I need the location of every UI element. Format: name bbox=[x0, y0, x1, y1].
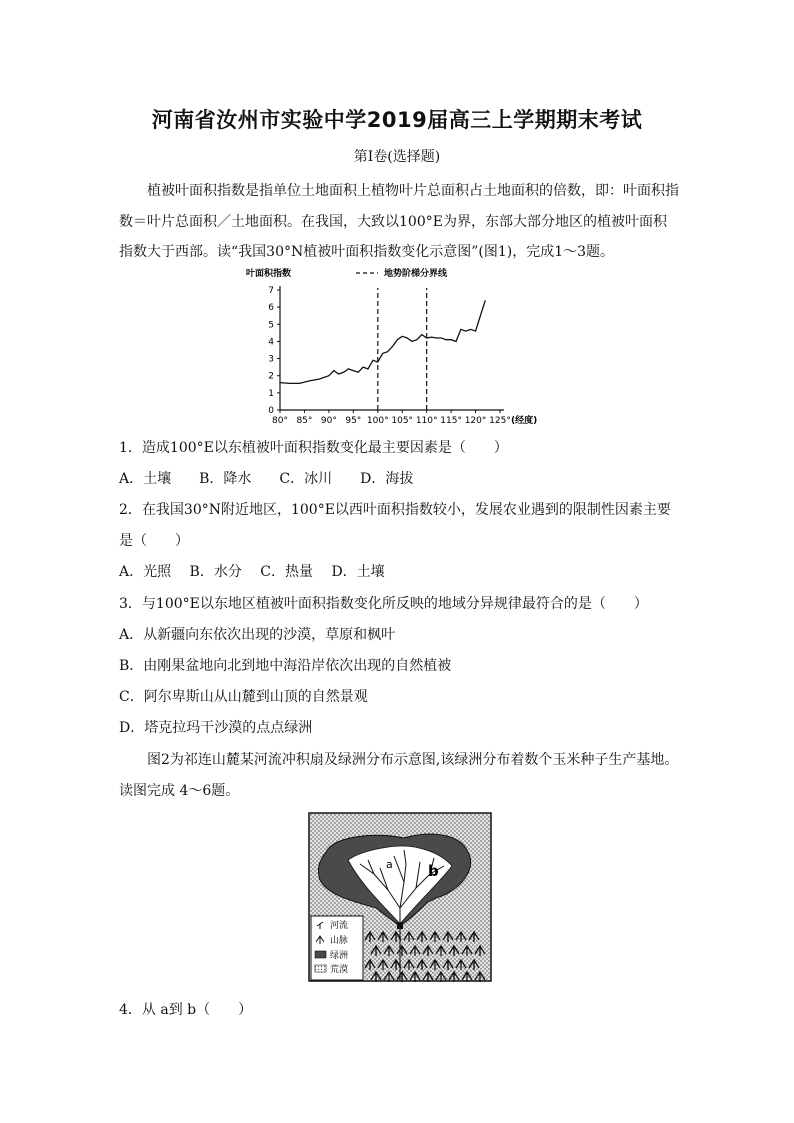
y-tick-label: 5 bbox=[268, 320, 274, 331]
fan-apex-marker bbox=[397, 922, 403, 929]
intro-text-line-3: 指数大于西部。读“我国30°N植被叶面积指数变化示意图”(图1)，完成1～3题。 bbox=[119, 244, 615, 260]
intro-text-line-1: 植被叶面积指数是指单位土地面积上植物叶片总面积占土地面积的倍数，即：叶面积指 bbox=[147, 183, 679, 199]
intro-text-line-2: 数＝叶片总面积／土地面积。在我国，大致以100°E为界，东部大部分地区的植被叶面积 bbox=[119, 214, 667, 230]
question-1-stem: 1．造成100°E以东植被叶面积指数变化最主要因素是（ ） bbox=[119, 440, 508, 456]
question-2-stem-line-2: 是（ ） bbox=[119, 533, 189, 549]
x-tick-label: 85° bbox=[296, 416, 313, 426]
section-title: 第Ⅰ卷(选择题) bbox=[353, 149, 441, 165]
legend-oasis-label: 绿洲 bbox=[330, 951, 349, 961]
legend-mountain-label: 山脉 bbox=[330, 936, 349, 946]
alluvial-fan-svg bbox=[308, 812, 492, 982]
oasis-swatch bbox=[315, 951, 326, 958]
question-1-options: A．土壤 B．降水 C．冰川 D．海拔 bbox=[119, 471, 414, 487]
figure-2-map bbox=[308, 812, 492, 982]
series-line bbox=[280, 300, 485, 383]
y-tick-label: 7 bbox=[268, 286, 274, 296]
question-3-option-b: B．由刚果盆地向北到地中海沿岸依次出现的自然植被 bbox=[119, 658, 452, 674]
question-3-stem: 3．与100°E以东地区植被叶面积指数变化所反映的地域分异规律最符合的是（ ） bbox=[119, 596, 648, 612]
x-axis-label: (经度) bbox=[511, 416, 538, 426]
y-tick-label: 0 bbox=[268, 406, 274, 416]
x-tick-label: 105° bbox=[391, 416, 414, 426]
question-3-option-a: A．从新疆向东依次出现的沙漠，草原和枫叶 bbox=[119, 627, 396, 643]
point-b-label: b bbox=[428, 862, 439, 880]
point-a-label: a bbox=[386, 858, 393, 871]
intro-2-line-1: 图2为祁连山麓某河流冲积扇及绿洲分布示意图,该绿洲分布着数个玉米种子生产基地。 bbox=[147, 752, 679, 768]
x-tick-label: 90° bbox=[320, 416, 337, 426]
x-tick-label: 120° bbox=[464, 416, 487, 426]
lai-chart-svg bbox=[244, 264, 564, 432]
question-2-options: A．光照 B．水分 C．热量 D．土壤 bbox=[119, 564, 385, 580]
legend-label: 地势阶梯分界线 bbox=[384, 269, 448, 279]
page-title: 河南省汝州市实验中学2019届高三上学期期末考试 bbox=[151, 108, 643, 132]
y-tick-label: 2 bbox=[268, 371, 274, 382]
y-tick-label: 3 bbox=[268, 354, 274, 365]
y-axis-label: 叶面积指数 bbox=[246, 269, 292, 279]
x-tick-label: 125° bbox=[489, 416, 511, 426]
y-tick-label: 4 bbox=[268, 337, 274, 348]
question-4-stem: 4．从 a到 b（ ） bbox=[119, 1002, 253, 1018]
x-tick-label: 110° bbox=[415, 416, 438, 426]
y-tick-label: 1 bbox=[268, 388, 274, 399]
x-tick-label: 80° bbox=[272, 416, 288, 426]
figure-1-chart bbox=[244, 264, 564, 432]
x-tick-label: 95° bbox=[345, 416, 362, 426]
legend-river-label: 河流 bbox=[330, 921, 349, 931]
question-2-stem-line-1: 2．在我国30°N附近地区，100°E以西叶面积指数较小，发展农业遇到的限制性因素主要 bbox=[119, 502, 671, 518]
question-3-option-c: C．阿尔卑斯山从山麓到山顶的自然景观 bbox=[119, 689, 368, 705]
y-tick-label: 6 bbox=[268, 303, 274, 314]
x-tick-label: 100° bbox=[366, 416, 389, 426]
desert-swatch bbox=[315, 965, 326, 972]
intro-2-line-2: 读图完成 4～6题。 bbox=[119, 783, 240, 799]
question-3-option-d: D．塔克拉玛干沙漠的点点绿洲 bbox=[119, 720, 313, 736]
legend-desert-label: 荒漠 bbox=[330, 965, 349, 975]
x-tick-label: 115° bbox=[440, 416, 462, 426]
